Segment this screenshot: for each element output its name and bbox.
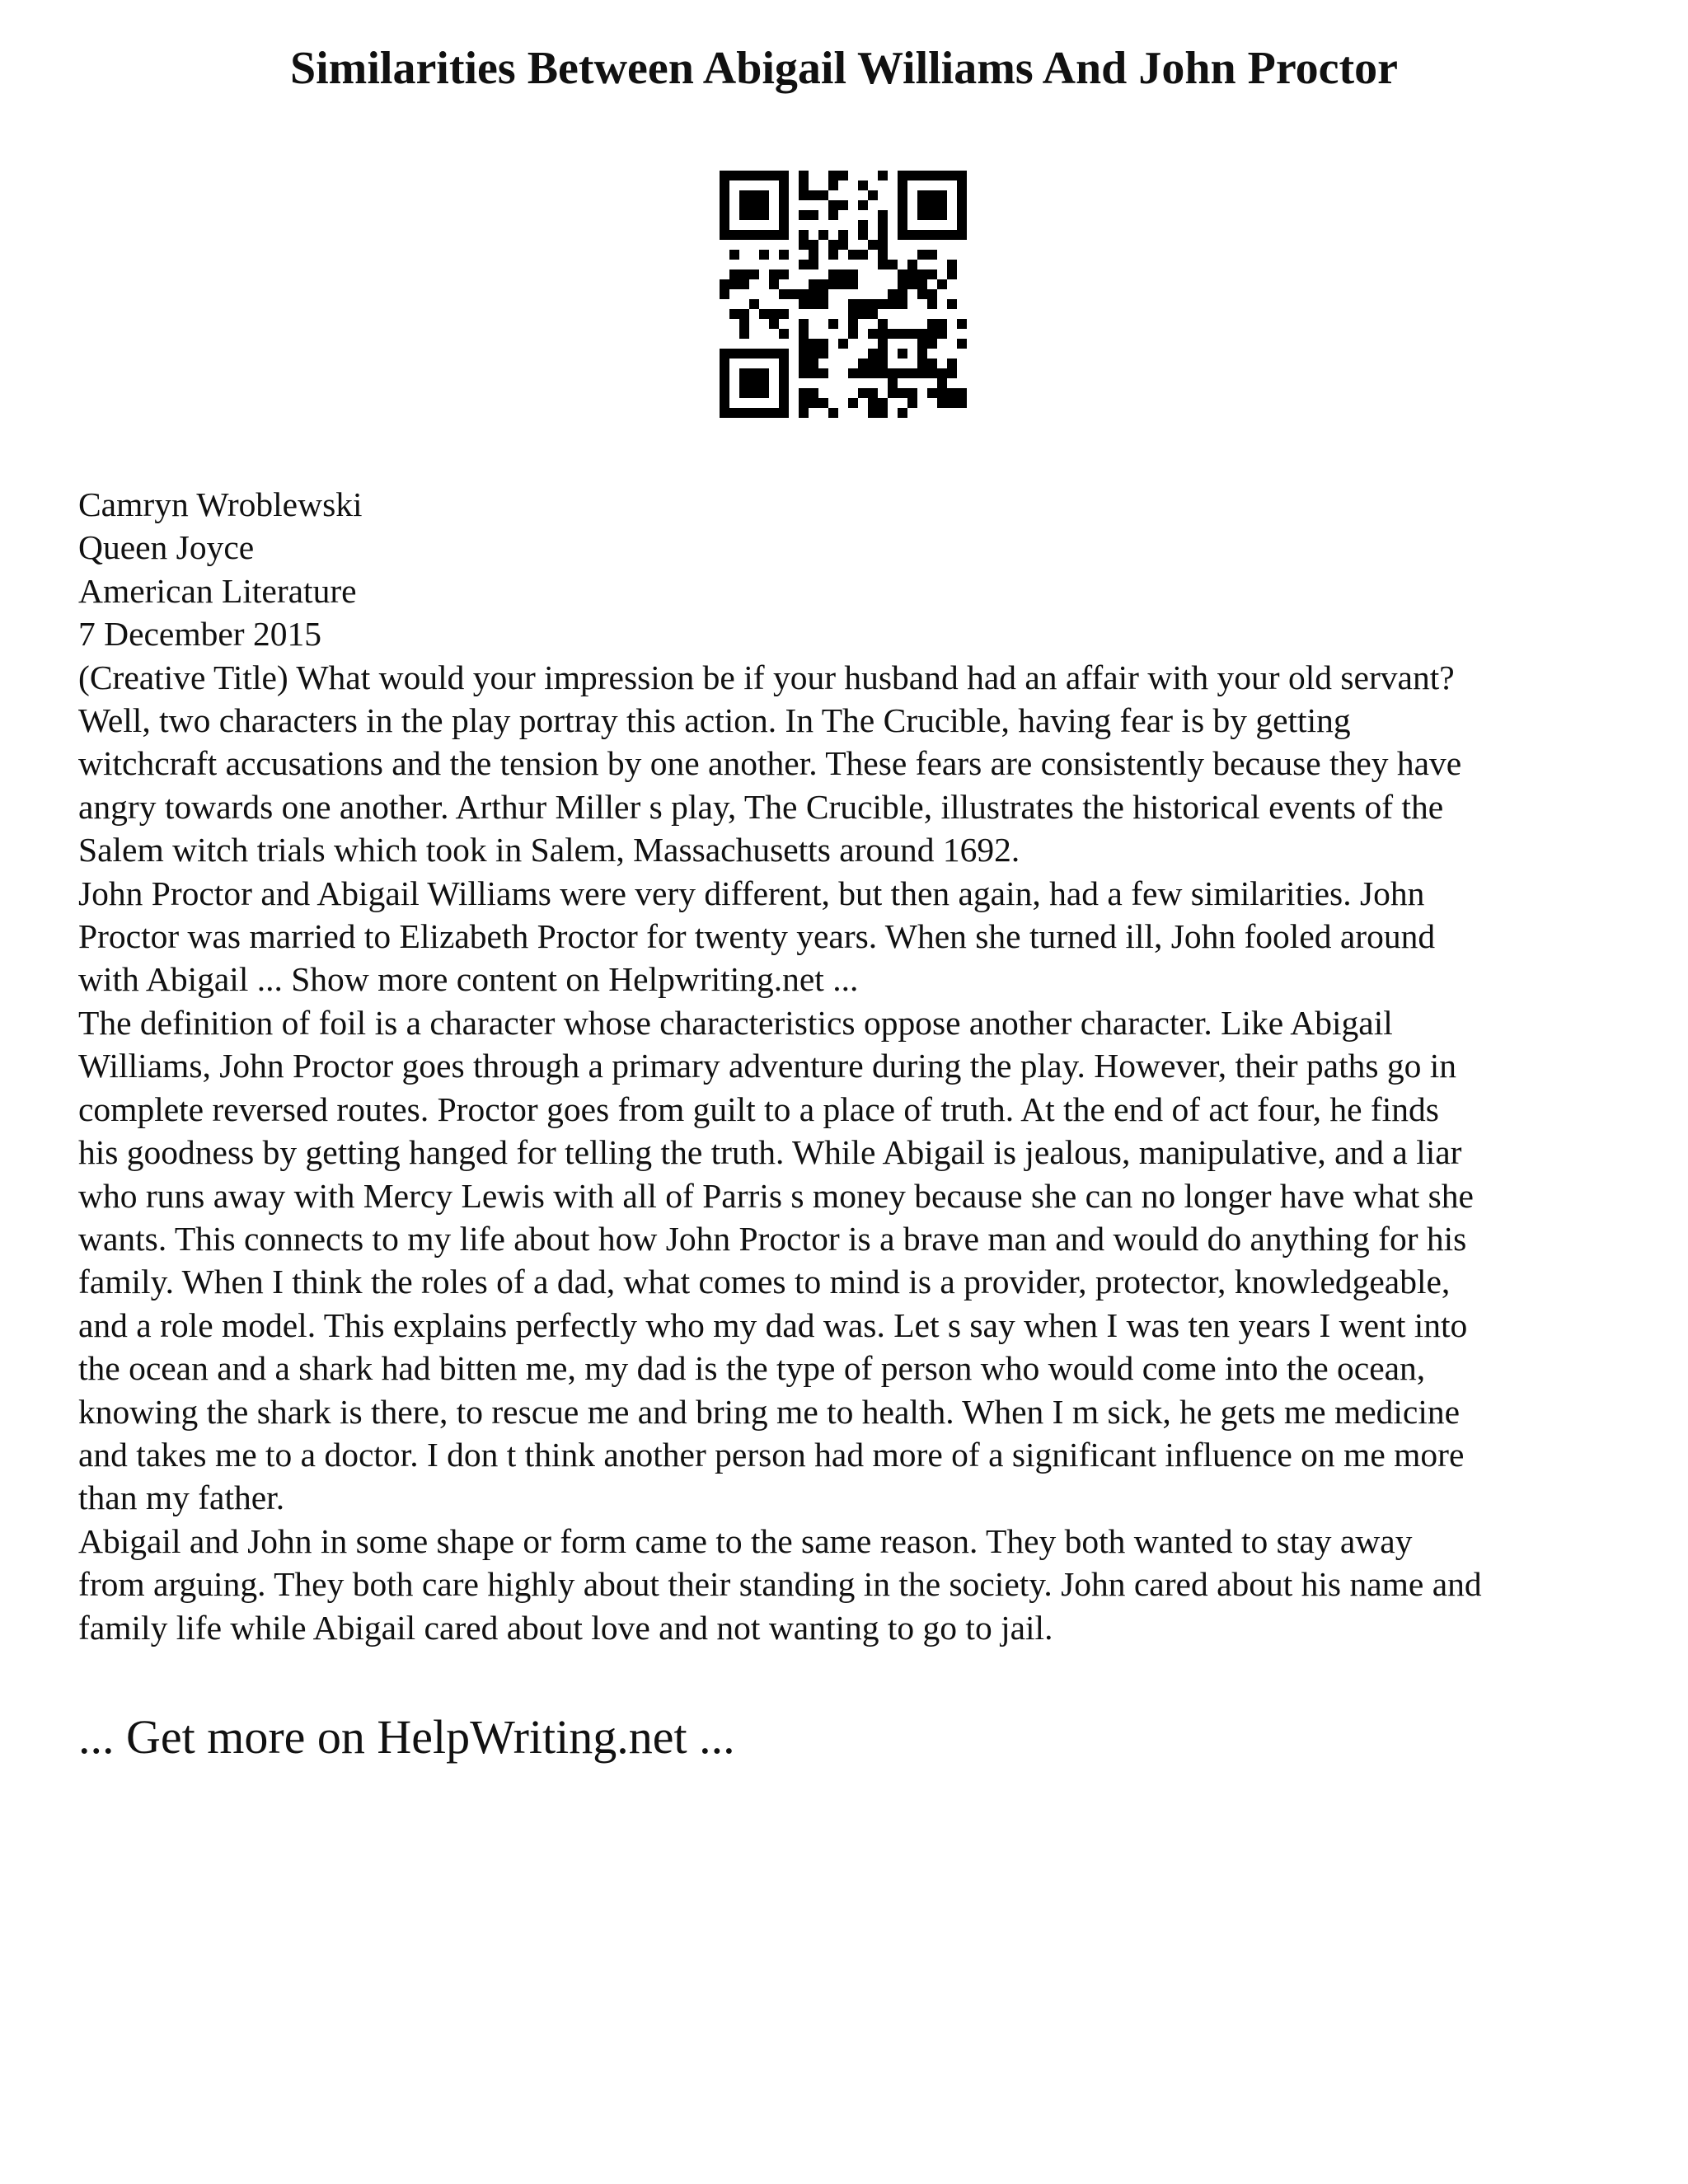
text-line: Williams, John Proctor goes through a primary adventure during the play. However, their paths go in — [78, 1047, 1457, 1085]
text-line: complete reversed routes. Proctor goes from guilt to a place of truth. At the end of act four, he finds — [78, 1090, 1439, 1128]
text-line: witchcraft accusations and the tension by one another. These fears are consistently because they have — [78, 744, 1462, 783]
author-name: Camryn Wroblewski — [78, 485, 363, 523]
document-body — [78, 483, 1628, 1649]
text-line: with Abigail ... Show more content on Helpwriting.net ... — [78, 960, 859, 999]
text-line: Abigail and John in some shape or form came to the same reason. They both wanted to stay away — [78, 1521, 1413, 1560]
text-line: the ocean and a shark had bitten me, my dad is the type of person who would come into the ocean, — [78, 1349, 1426, 1388]
get-more-link[interactable]: ... Get more on HelpWriting.net ... — [78, 1710, 735, 1764]
essay-date: 7 December 2015 — [78, 615, 321, 654]
text-line: from arguing. They both care highly about their standing in the society. John cared about his name and — [78, 1565, 1482, 1604]
text-line: family. When I think the roles of a dad, what comes to mind is a provider, protector, knowledgeable, — [78, 1263, 1451, 1301]
text-line: his goodness by getting hanged for telling the truth. While Abigail is jealous, manipulative, and a liar — [78, 1133, 1462, 1172]
text-line: angry towards one another. Arthur Miller s play, The Crucible, illustrates the historical events of the — [78, 787, 1444, 826]
text-line: knowing the shark is there, to rescue me and bring me to health. When I m sick, he gets me medicine — [78, 1392, 1461, 1431]
text-line: family life while Abigail cared about love and not wanting to go to jail. — [78, 1608, 1053, 1647]
text-line: Proctor was married to Elizabeth Proctor for twenty years. When she turned ill, John fooled around — [78, 917, 1436, 956]
text-line: who runs away with Mercy Lewis with all of Parris s money because she can no longer have what she — [78, 1176, 1474, 1215]
document-title: Similarities Between Abigail Williams And John Proctor — [289, 43, 1399, 94]
text-line: The definition of foil is a character whose characteristics oppose another character. Like Abigail — [78, 1003, 1393, 1042]
text-line: John Proctor and Abigail Williams were very different, but then again, had a few similarities. John — [78, 874, 1425, 912]
text-line: than my father. — [78, 1479, 285, 1517]
qr-code-icon — [720, 171, 967, 418]
text-line: wants. This connects to my life about how John Proctor is a brave man and would do anything for his — [78, 1219, 1467, 1258]
paragraph-3 — [78, 1001, 1628, 1520]
author-header — [78, 483, 1628, 656]
paragraph-2 — [78, 872, 1628, 1001]
course-name: American Literature — [78, 571, 357, 610]
text-line: and takes me to a doctor. I don t think another person had more of a significant influence on me more — [78, 1435, 1465, 1474]
text-line: (Creative Title) What would your impression be if your husband had an affair with your old servant? — [78, 658, 1455, 696]
teacher-name: Queen Joyce — [78, 528, 255, 567]
paragraph-1 — [78, 656, 1628, 872]
text-line: and a role model. This explains perfectly who my dad was. Let s say when I was ten years I went into — [78, 1305, 1468, 1344]
text-line: Salem witch trials which took in Salem, Massachusetts around 1692. — [78, 831, 1020, 869]
paragraph-4 — [78, 1520, 1628, 1649]
text-line: Well, two characters in the play portray this action. In The Crucible, having fear is by getting — [78, 701, 1351, 740]
